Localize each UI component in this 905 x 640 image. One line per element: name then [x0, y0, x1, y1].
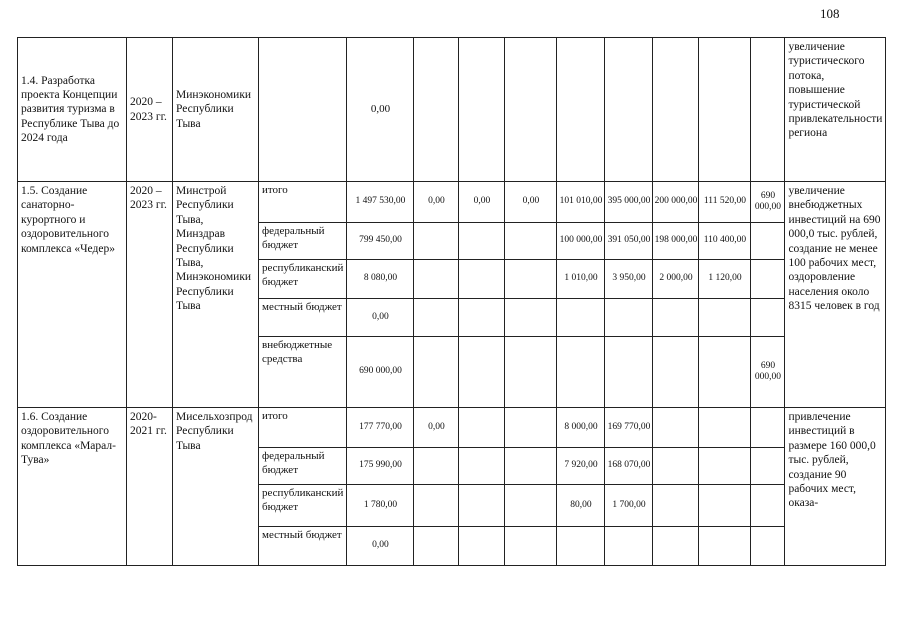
table-row [18, 38, 886, 182]
amount-cell: 101 010,00 [557, 182, 605, 223]
amount-cell [653, 408, 699, 448]
measure-years: 2020-2021 гг. [127, 408, 173, 566]
amount-cell [505, 448, 557, 485]
amount-cell [459, 337, 505, 408]
amount-cell: 3 950,00 [605, 260, 653, 299]
amount-cell [505, 408, 557, 448]
amount-cell [605, 299, 653, 337]
source-label: республиканский бюджет [259, 260, 347, 299]
amount-cell: 395 000,00 [605, 182, 653, 223]
measure-name: 1.4. Разработка проекта Концепции развития туризма в Республике Тыва до 2024 года [18, 38, 127, 182]
amount-cell [557, 299, 605, 337]
amount-cell: 0,00 [414, 408, 459, 448]
amount-cell: 0,00 [459, 182, 505, 223]
amount-cell [751, 299, 785, 337]
amount-cell: 799 450,00 [347, 223, 414, 260]
amount-cell: 0,00 [347, 527, 414, 566]
page-number: 108 [820, 6, 840, 21]
amount-cell [414, 299, 459, 337]
amount-cell [505, 337, 557, 408]
amount-cell: 175 990,00 [347, 448, 414, 485]
program-table [17, 37, 886, 566]
amount-cell [605, 527, 653, 566]
amount-cell: 80,00 [557, 485, 605, 527]
amount-cell [653, 337, 699, 408]
amount-cell [414, 527, 459, 566]
amount-cell [751, 448, 785, 485]
amount-cell [459, 527, 505, 566]
measure-name: 1.6. Создание оздоровительного комплекса «Марал-Тува» [18, 408, 127, 566]
amount-cell: 1 120,00 [699, 260, 751, 299]
measure-name: 1.5. Создание санаторно-курортного и оздоровительного комплекса «Чедер» [18, 182, 127, 408]
expected-result: увеличение туристического потока, повышение туристической привлекательности региона [785, 38, 886, 182]
amount-cell [751, 527, 785, 566]
amount-cell [751, 408, 785, 448]
amount-cell [699, 527, 751, 566]
amount-cell [505, 260, 557, 299]
amount-cell: 1 780,00 [347, 485, 414, 527]
amount-cell [414, 485, 459, 527]
amount-cell [414, 448, 459, 485]
source-label: итого [259, 182, 347, 223]
amount-cell [751, 485, 785, 527]
amount-cell: 391 050,00 [605, 223, 653, 260]
amount-cell [751, 223, 785, 260]
amount-cell [505, 223, 557, 260]
source-label: федеральный бюджет [259, 223, 347, 260]
amount-cell: 1 010,00 [557, 260, 605, 299]
amount-cell: 690 000,00 [751, 182, 785, 223]
measure-years: 2020 – 2023 гг. [127, 182, 173, 408]
amount-cell: 8 080,00 [347, 260, 414, 299]
amount-cell [699, 448, 751, 485]
amount-cell: 200 000,00 [653, 182, 699, 223]
expected-result: привлечение инвестиций в размере 160 000,0 тыс. рублей, создание 90 рабочих мест, оказа- [785, 408, 886, 566]
amount-cell: 0,00 [414, 182, 459, 223]
amount-cell [459, 260, 505, 299]
amount-cell [459, 485, 505, 527]
amount-cell [459, 448, 505, 485]
amount-cell: 0,00 [505, 182, 557, 223]
amount-cell: 1 700,00 [605, 485, 653, 527]
measure-executor: Минэкономики Республики Тыва [173, 38, 259, 182]
amount-cell [699, 337, 751, 408]
amount-cell [605, 337, 653, 408]
amount-cell [699, 485, 751, 527]
amount-cell [505, 299, 557, 337]
expected-result: увеличение внебюджетных инвестиций на 690 000,0 тыс. рублей, создание не менее 100 рабочих мест, оздоровление населения около 8315 человек в год [785, 182, 886, 408]
amount-cell [459, 223, 505, 260]
table-row [18, 182, 886, 223]
amount-cell [653, 448, 699, 485]
amount-cell: 100 000,00 [557, 223, 605, 260]
amount-cell: 169 770,00 [605, 408, 653, 448]
amount-cell: 690 000,00 [347, 337, 414, 408]
source-label: республиканский бюджет [259, 485, 347, 527]
amount-cell [459, 299, 505, 337]
source-label: местный бюджет [259, 299, 347, 337]
amount-cell: 111 520,00 [699, 182, 751, 223]
amount-cell: 2 000,00 [653, 260, 699, 299]
measure-years: 2020 – 2023 гг. [127, 38, 173, 182]
total-amount: 0,00 [347, 38, 414, 182]
amount-cell: 7 920,00 [557, 448, 605, 485]
amount-cell [557, 337, 605, 408]
amount-cell: 168 070,00 [605, 448, 653, 485]
amount-cell [414, 223, 459, 260]
amount-cell: 177 770,00 [347, 408, 414, 448]
source-label: итого [259, 408, 347, 448]
amount-cell: 0,00 [347, 299, 414, 337]
amount-cell [751, 260, 785, 299]
amount-cell: 110 400,00 [699, 223, 751, 260]
source-label: внебюджетные средства [259, 337, 347, 408]
amount-cell: 198 000,00 [653, 223, 699, 260]
amount-cell [505, 485, 557, 527]
amount-cell [505, 527, 557, 566]
amount-cell [699, 299, 751, 337]
amount-cell: 1 497 530,00 [347, 182, 414, 223]
amount-cell [414, 337, 459, 408]
amount-cell: 690 000,00 [751, 337, 785, 408]
amount-cell [459, 408, 505, 448]
amount-cell [414, 260, 459, 299]
source-label: местный бюджет [259, 527, 347, 566]
amount-cell [699, 408, 751, 448]
source-label: федеральный бюджет [259, 448, 347, 485]
measure-executor: Мисельхозпрод Республики Тыва [173, 408, 259, 566]
amount-cell [653, 299, 699, 337]
amount-cell [557, 527, 605, 566]
table-row [18, 408, 886, 448]
amount-cell: 8 000,00 [557, 408, 605, 448]
amount-cell [653, 527, 699, 566]
amount-cell [653, 485, 699, 527]
measure-executor: Минстрой Республики Тыва, Минздрав Республики Тыва, Минэкономики Республики Тыва [173, 182, 259, 408]
